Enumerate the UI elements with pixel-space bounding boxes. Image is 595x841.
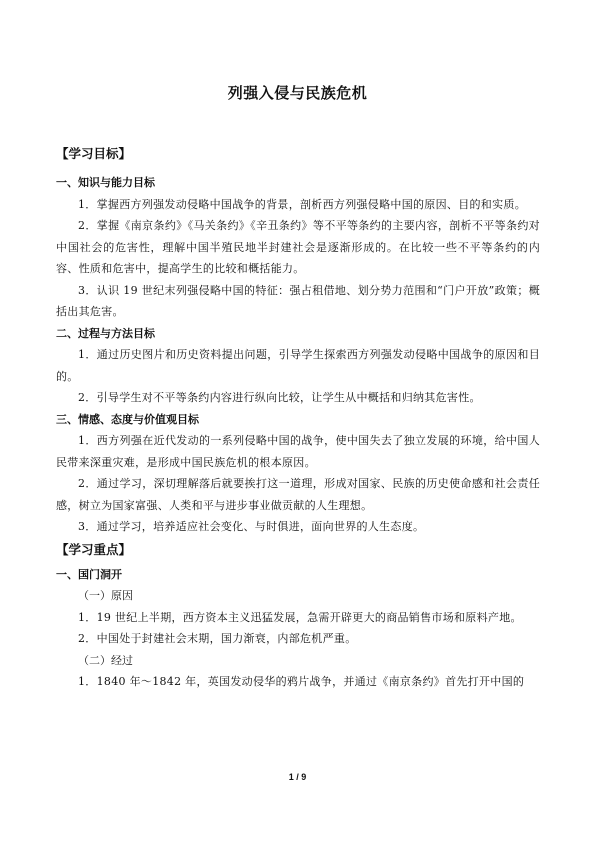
paragraph: 1．通过历史图片和历史资料提出问题，引导学生探索西方列强发动侵略中国战争的原因和目的。 bbox=[56, 348, 540, 383]
paragraph: 3．认识 19 世纪末列强侵略中国的特征：强占租借地、划分势力范围和“门户开放”政策；概括出其危害。 bbox=[56, 283, 540, 318]
sub-subheading-cause: （一）原因 bbox=[78, 589, 133, 602]
paragraph: 1．1840 年～1842 年，英国发动侵华的鸦片战争，并通过《南京条约》首先打开中国的 bbox=[78, 675, 525, 688]
document-title: 列强入侵与民族危机 bbox=[227, 84, 368, 102]
paragraph: 2．掌握《南京条约》《马关条约》《辛丑条约》等不平等条约的主要内容，剖析不平等条约对中国社会的危害性，理解中国半殖民地半封建社会是逐渐形成的。在比较一些不平等条约的内容、性质和危害中，提高学生的比较和概括能力。 bbox=[56, 219, 540, 275]
paragraph: 1．19 世纪上半期，西方资本主义迅猛发展，急需开辟更大的商品销售市场和原料产地。 bbox=[78, 610, 522, 624]
sub-subheading-process: （二）经过 bbox=[78, 653, 133, 667]
paragraph: 1．西方列强在近代发动的一系列侵略中国的战争，使中国失去了独立发展的环境，给中国人民带来深重灾难，是形成中国民族危机的根本原因。 bbox=[56, 434, 540, 469]
subheading-open-door: 一、国门洞开 bbox=[56, 567, 122, 581]
paragraph: 2．引导学生对不平等条约内容进行纵向比较，让学生从中概括和归纳其危害性。 bbox=[78, 391, 481, 404]
paragraph: 2．通过学习，深切理解落后就要挨打这一道理，形成对国家、民族的历史使命感和社会责任感，树立为国家富强、人类和平与进步事业做贡献的人生理想。 bbox=[56, 477, 540, 512]
subheading-emotion-values: 三、情感、态度与价值观目标 bbox=[56, 412, 199, 426]
paragraph: 1．掌握西方列强发动侵略中国战争的背景，剖析西方列强侵略中国的原因、目的和实质。 bbox=[78, 197, 526, 211]
paragraph: 3．通过学习，培养适应社会变化、与时俱进，面向世界的人生态度。 bbox=[78, 520, 425, 533]
subheading-knowledge-ability: 一、知识与能力目标 bbox=[56, 176, 155, 189]
document-body bbox=[56, 146, 540, 693]
subheading-process-method: 二、过程与方法目标 bbox=[56, 326, 155, 340]
section-heading-goals: 【学习目标】 bbox=[56, 146, 132, 161]
paragraph: 2．中国处于封建社会末期，国力渐衰，内部危机严重。 bbox=[78, 632, 357, 645]
page-number: 1 / 9 bbox=[288, 772, 307, 782]
section-heading-key-points: 【学习重点】 bbox=[56, 541, 132, 557]
